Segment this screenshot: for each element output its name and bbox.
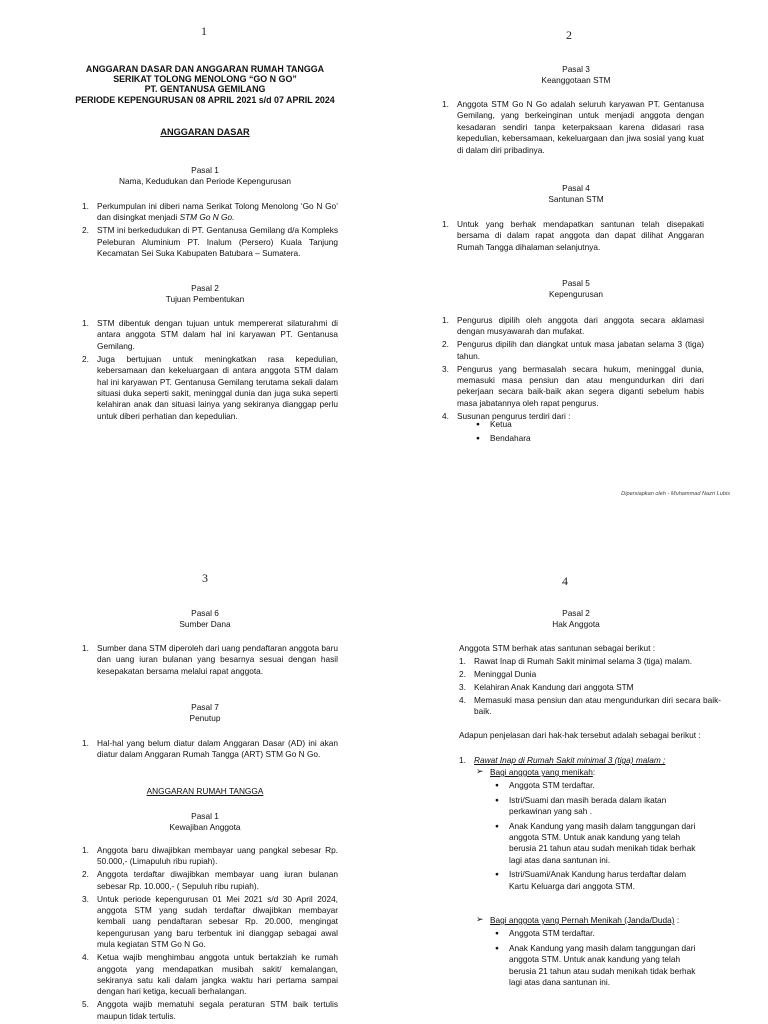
pasal-heading — [20, 165, 384, 188]
pasal-heading — [384, 278, 768, 301]
pasal-heading — [384, 608, 768, 631]
pasal-subtitle: Keanggotaan STM — [541, 75, 611, 86]
list-item: 3. Untuk periode kepengurusan 01 Mei 2021 s/d 30 April 2024, anggota STM yang sudah terdaftar diwajibkan membayar kembali uang pendaftaran sebesar Rp. 20.000, mengingat kepengurusan yang baru terbentuk ini dianggap sebagai awal mula kegiatan STM Go N Go. — [82, 893, 338, 950]
bullet-item: ● Anak Kandung yang masih dalam tanggungan dari anggota STM. Untuk anak kandung yang telah berusia 21 tahun atau sudah menikah tidak berhak lagi atas dana santunan ini. — [495, 821, 705, 867]
pasal-title: Pasal 4 — [562, 183, 590, 193]
pasal-heading — [384, 183, 768, 206]
pasal-5-list — [442, 315, 704, 424]
list-item: 1. Untuk yang berhak mendapatkan santunan telah disepakati bersama di dalam rapat anggota dan dapat dilihat Anggaran Rumah Tangga dihalaman selanjutnya. — [442, 219, 704, 252]
pasal-subtitle: Nama, Kedudukan dan Periode Kepengurusan — [118, 176, 292, 187]
group-bullets — [476, 778, 705, 892]
pasal-heading — [20, 811, 384, 834]
list-item: 2. Anggota terdaftar diwajibkan membayar uang iuran bulanan sebesar Rp. 10.000,- ( Sepuluh ribu rupiah). — [82, 869, 338, 891]
pasal-title: Pasal 7 — [191, 702, 219, 712]
group-pernah-menikah — [476, 915, 746, 991]
list-item: 1. Anggota STM Go N Go adalah seluruh karyawan PT. Gentanusa Gemilang, yang berkeinginan untuk menjadi anggota dengan kesadaran sendiri tanpa keterpaksaan karena didasari rasa kepedulian, kebersamaan, kekeluargaan dan jiwa sosial yang kuat di dalam diri pribadinya. — [442, 99, 704, 155]
group-label: ➢ Bagi anggota yang Pernah Menikah (Janda/Duda) : — [476, 915, 746, 926]
pasal-heading — [20, 702, 384, 725]
footer-prepared-by: Dipersiapkan oleh - Muhammad Nazri Lubis — [621, 491, 730, 497]
list-item: 2. Meninggal Dunia — [459, 668, 537, 679]
document-heading — [20, 64, 384, 105]
page-number: 2 — [566, 28, 572, 42]
pasal-title: Pasal 5 — [562, 278, 590, 288]
bullet-item: ● Bendahara — [476, 433, 676, 444]
document-page-1 — [0, 0, 384, 512]
pasal-subtitle: Penutup — [189, 713, 221, 724]
list-item: 3. Kelahiran Anak Kandung dari anggota STM — [459, 681, 634, 692]
list-item: 1. Rawat Inap di Rumah Sakit minimal selama 3 (tiga) malam. — [459, 656, 693, 666]
bullet-item: ● Anggota STM terdaftar. — [495, 928, 705, 939]
pasal-title: Pasal 3 — [562, 64, 590, 74]
pasal-heading — [20, 283, 384, 306]
group-menikah — [476, 767, 726, 895]
document-page-2 — [384, 0, 768, 512]
pasal-4-list — [442, 219, 704, 255]
pasal-7-list — [82, 738, 338, 762]
list-item: 5. Anggota wajib mematuhi segala peraturan STM baik tertulis maupun tidak tertulis. — [82, 999, 338, 1021]
bullet-item: ● Ketua — [476, 419, 676, 430]
hak-intro: Anggota STM berhak atas santunan sebagai berikut : — [459, 643, 656, 653]
section-title-anggaran-rumah-tangga: ANGGARAN RUMAH TANGGA — [146, 786, 264, 796]
heading-line: SERIKAT TOLONG MENOLONG “GO N GO” — [113, 74, 297, 85]
hak-explanation: Adapun penjelasan dari hak-hak tersebut adalah sebagai berikut : — [459, 730, 701, 740]
document-page-3 — [0, 512, 384, 1024]
list-item: 2. Pengurus dipilih dan diangkat untuk masa jabatan selama 3 (tiga) tahun. — [442, 339, 704, 361]
bullet-item: ● Anak Kandung yang masih dalam tanggungan dari anggota STM. Untuk anak kandung yang telah berusia 21 tahun atau sudah menikah tidak berhak lagi atas dana santunan ini. — [495, 943, 705, 989]
pasal-1-list — [82, 201, 338, 261]
pasal-subtitle: Hak Anggota — [552, 619, 600, 630]
list-item: 2. Juga bertujuan untuk meningkatkan rasa kepedulian, kebersamaan dan kekeluargaan di antara anggota STM dalam hal ini karyawan PT. Gentanusa Gemilang terutama sekali dalam situasi duka seperti sakit, meninggal dunia dan juga suka seperti kelahiran anak dan situasi lainya yang sekiranya dianggap perlu untuk diberi perhatian dan kepedulian. — [82, 353, 338, 421]
pasal-subtitle: Kepengurusan — [549, 289, 603, 300]
list-item: 1. Perkumpulan ini diberi nama Serikat Tolong Menolong ‘Go N Go’ dan disingkat menjadi STM Go N Go. — [82, 201, 338, 223]
list-item: 1. Hal-hal yang belum diatur dalam Anggaran Dasar (AD) ini akan diatur dalam Anggaran Rumah Tangga (ART) STM Go N Go. — [82, 738, 338, 760]
list-item: 4. Ketua wajib menghimbau anggota untuk bertakziah ke rumah anggota yang mendapatkan musibah sakit/ kemalangan, sekiranya satu kali dalam jangka waktu hari pertama sampai dengan hari ketiga, kecuali berhalangan. — [82, 952, 338, 997]
heading-line: PERIODE KEPENGURUSAN 08 APRIL 2021 s/d 07 APRIL 2024 — [75, 94, 335, 105]
pasal-title: Pasal 1 — [191, 811, 219, 821]
page-number: 3 — [202, 571, 208, 585]
list-item: 4. Susunan pengurus terdiri dari : — [442, 410, 571, 421]
pasal-title: Pasal 1 — [191, 165, 219, 175]
pasal-subtitle: Tujuan Pembentukan — [165, 294, 245, 305]
pasal-title: Pasal 2 — [562, 608, 590, 618]
pasal-2-list — [82, 318, 338, 424]
pasal-subtitle: Santunan STM — [548, 194, 604, 205]
detail-rawat-inap: 1. Rawat Inap di Rumah Sakit minimal 3 (tiga) malam ; — [459, 755, 666, 765]
bullet-item: ● Anggota STM terdaftar. — [495, 780, 705, 791]
list-item: 1. Pengurus dipilih oleh anggota dari anggota secara aklamasi dengan musyawarah dan mufakat. — [442, 315, 704, 337]
hak-list — [459, 656, 721, 719]
heading-line: PT. GENTANUSA GEMILANG — [144, 84, 266, 95]
pasal-6-list — [82, 643, 338, 679]
list-item: 2. STM ini berkedudukan di PT. Gentanusa Gemilang d/a Kompleks Peleburan Aluminium PT. Inalum (Persero) Kuala Tanjung Kecamatan Sei Suka Kabupaten Batubara – Sumatera. — [82, 225, 338, 259]
list-item: 1. Anggota baru diwajibkan membayar uang pangkal sebesar Rp. 50.000,- (Limapuluh ribu rupiah). — [82, 845, 338, 867]
pengurus-bullets — [476, 419, 676, 448]
pasal-heading — [20, 608, 384, 631]
pasal-subtitle: Kewajiban Anggota — [169, 822, 241, 833]
list-item: 1. Sumber dana STM diperoleh dari uang pendaftaran anggota baru dan uang iuran bulanan yang besarnya sesuai dengan hasil kesepakatan bersama melalui rapat anggota. — [82, 643, 338, 676]
section-title-anggaran-dasar: ANGGARAN DASAR — [160, 127, 250, 137]
pasal-heading — [384, 64, 768, 87]
document-page-4 — [384, 512, 768, 1024]
bullet-item: ● Istri/Suami dan masih berada dalam ikatan perkawinan yang sah . — [495, 795, 705, 818]
group-label: ➢ Bagi anggota yang menikah: — [476, 767, 726, 778]
bullet-item: ● Istri/Suami/Anak Kandung harus terdaftar dalam Kartu Keluarga dari anggota STM. — [495, 869, 705, 892]
pasal-title: Pasal 6 — [191, 608, 219, 618]
pasal-subtitle: Sumber Dana — [179, 619, 231, 630]
pasal-title: Pasal 2 — [191, 283, 219, 293]
group-bullets — [476, 926, 705, 988]
heading-line: ANGGARAN DASAR DAN ANGGARAN RUMAH TANGGA — [85, 64, 325, 74]
page-number: 1 — [201, 24, 207, 38]
list-item: 3. Pengurus yang bermasalah secara hukum, meninggal dunia, memasuki masa pensiun dan atau mengundurkan diri dari pekerjaan secara baik-baik akan segera diganti sebelum habis masa jabatannya oleh rapat pengurus. — [442, 363, 704, 408]
pasal-3-list — [442, 99, 704, 158]
list-item: 4. Memasuki masa pensiun dan atau mengundurkan diri secara baik-baik. — [459, 694, 721, 717]
list-item: 1. STM dibentuk dengan tujuan untuk mempererat silaturahmi di antara anggota STM dalam hal ini karyawan PT. Gentanusa Gemilang. — [82, 318, 338, 351]
art-pasal-1-list — [82, 845, 338, 1024]
page-number: 4 — [562, 574, 568, 588]
